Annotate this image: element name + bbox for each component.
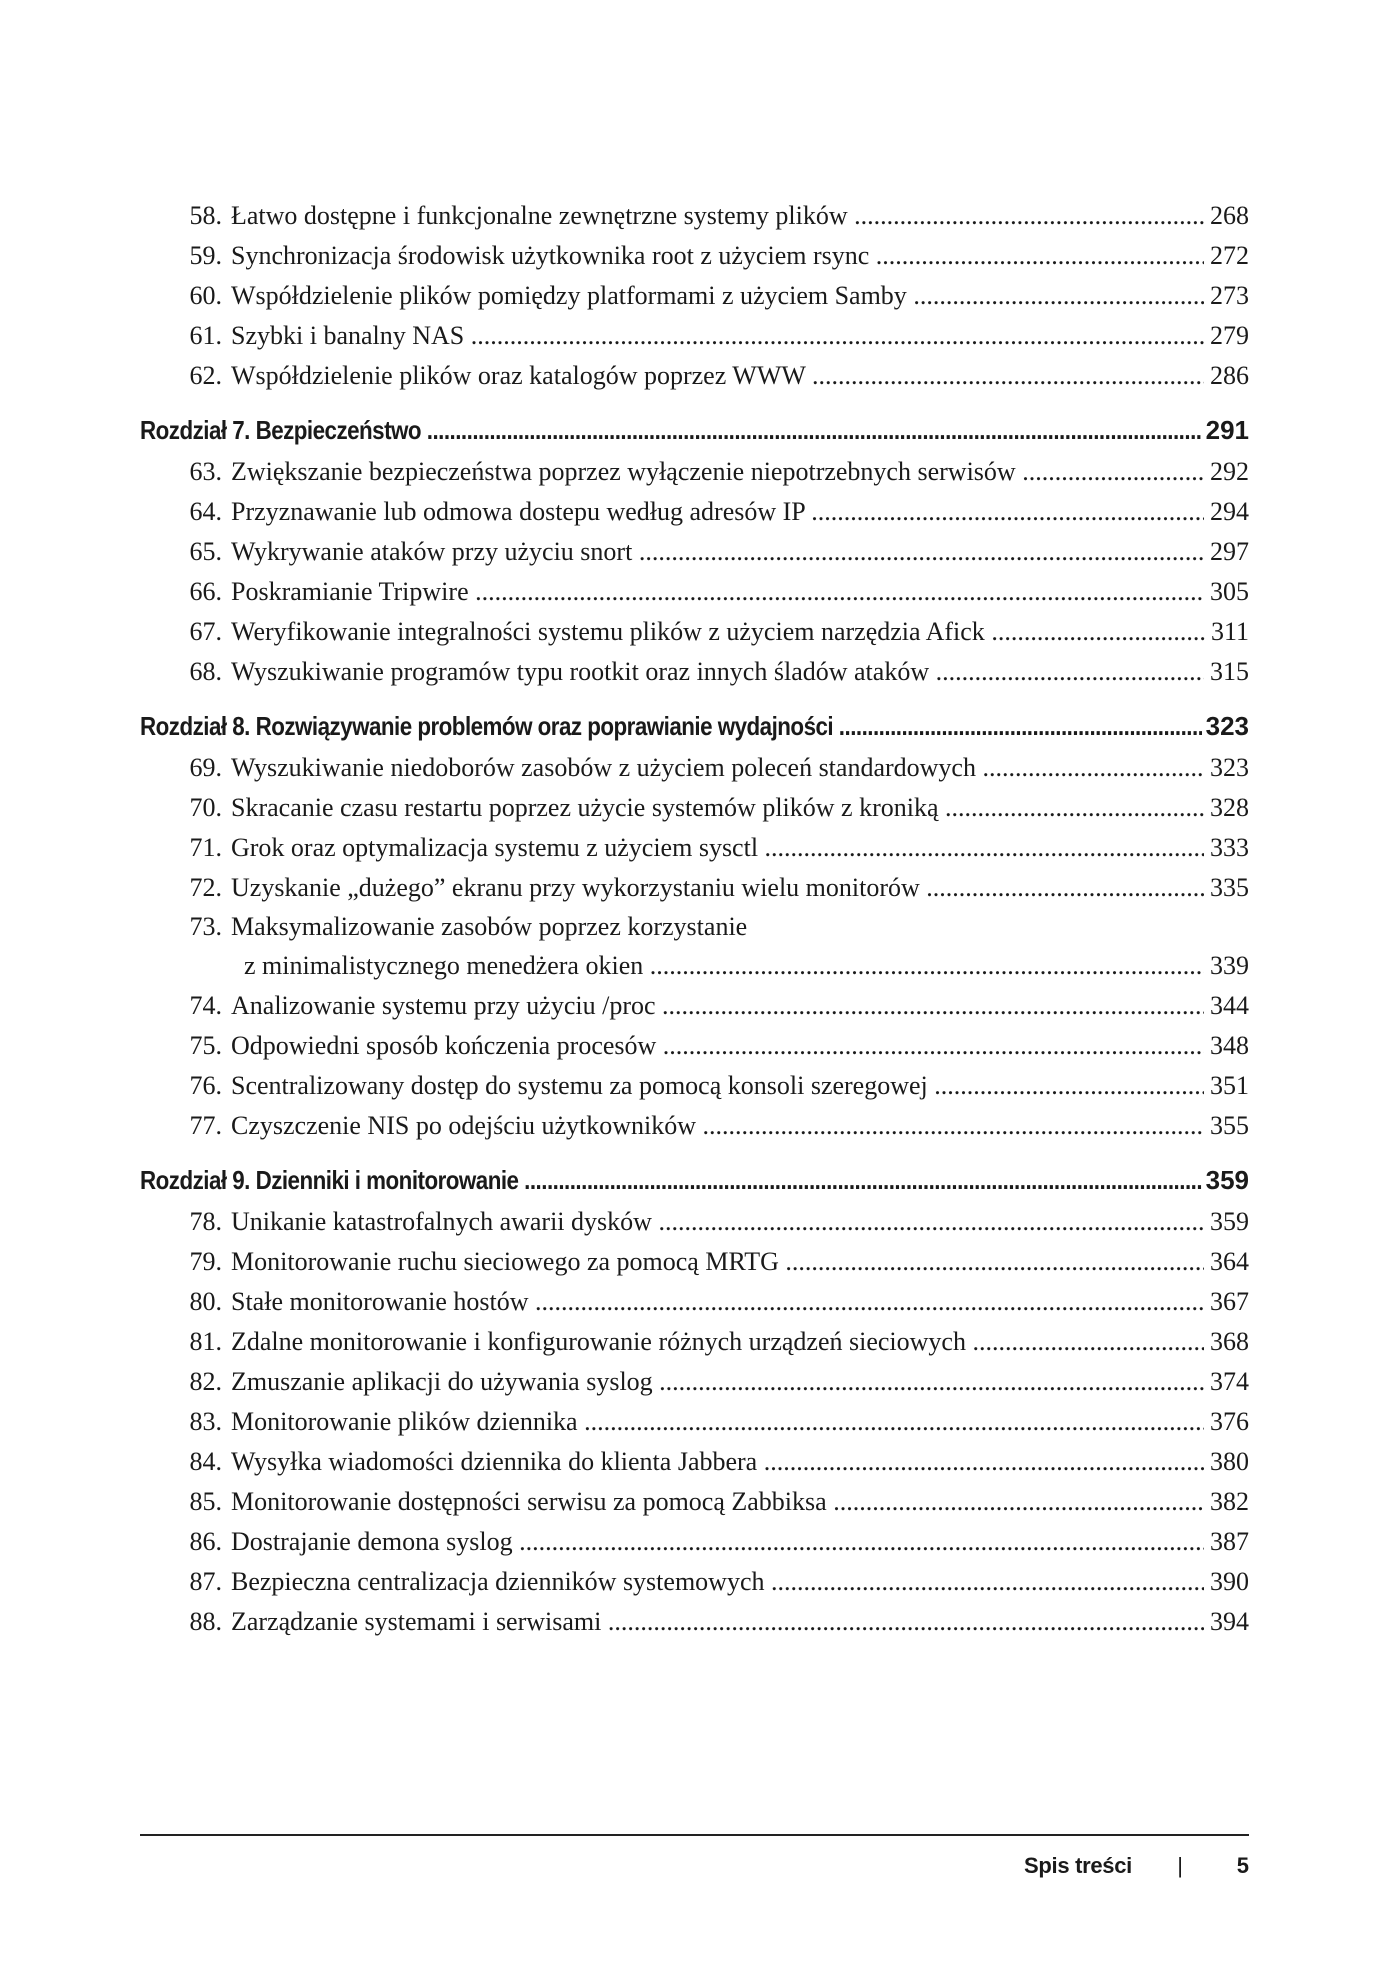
entry-number: 72.: [189, 873, 222, 902]
entry-title: Grok oraz optymalizacja systemu z użyciem sysctl .....: [231, 828, 1249, 868]
entry-page-number: 272: [1204, 236, 1249, 276]
entry-number: 78.: [189, 1207, 222, 1236]
entry-number: 73.: [189, 912, 222, 941]
toc-entry[interactable]: [140, 1066, 1249, 1106]
entry-page-number: 380: [1204, 1442, 1249, 1482]
entry-page-number: 374: [1204, 1362, 1249, 1402]
entry-page-number: 351: [1204, 1066, 1249, 1106]
entry-title: Monitorowanie dostępności serwisu za pomocą Zabbiksa .....: [231, 1482, 1249, 1522]
entry-page-number: 387: [1204, 1522, 1249, 1562]
toc-entry[interactable]: [140, 1602, 1249, 1642]
entry-page-number: 344: [1204, 986, 1249, 1026]
entry-page-number: 286: [1204, 356, 1249, 396]
entry-page-number: 367: [1204, 1282, 1249, 1322]
entry-title: Wyszukiwanie niedoborów zasobów z użyciem poleceń standardowych .....: [231, 748, 1249, 788]
entry-number: 83.: [189, 1407, 222, 1436]
entry-number: 88.: [189, 1607, 222, 1636]
entry-page-number: 305: [1204, 572, 1249, 612]
entry-page-number: 394: [1204, 1602, 1249, 1642]
entry-number: 81.: [189, 1327, 222, 1356]
entry-number: 86.: [189, 1527, 222, 1556]
entry-page-number: 339: [1204, 946, 1249, 986]
toc-entry[interactable]: [140, 1242, 1249, 1282]
toc-entry[interactable]: [140, 1402, 1249, 1442]
entry-title: Wyszukiwanie programów typu rootkit oraz innych śladów ataków .....: [231, 652, 1249, 692]
toc-entry[interactable]: [140, 986, 1249, 1026]
entry-title: Stałe monitorowanie hostów .....: [231, 1282, 1249, 1322]
toc-entry[interactable]: [140, 1026, 1249, 1066]
entry-title: Uzyskanie „dużego” ekranu przy wykorzystaniu wielu monitorów .....: [231, 868, 1249, 908]
toc-entry[interactable]: [140, 1482, 1249, 1522]
entry-page-number: 268: [1204, 196, 1249, 236]
toc-entry[interactable]: [140, 532, 1249, 572]
entry-number: 75.: [189, 1031, 222, 1060]
toc-entry[interactable]: [140, 748, 1249, 788]
entry-title: Weryfikowanie integralności systemu plików z użyciem narzędzia Afick .....: [231, 612, 1249, 652]
footer-section-label: Spis treści: [1024, 1853, 1132, 1878]
entry-page-number: 323: [1204, 748, 1249, 788]
entry-title: Monitorowanie ruchu sieciowego za pomocą MRTG .....: [231, 1242, 1249, 1282]
entry-title: Wykrywanie ataków przy użyciu snort .....: [231, 532, 1249, 572]
entry-number: 65.: [189, 537, 222, 566]
entry-title: Przyznawanie lub odmowa dostepu według adresów IP .....: [231, 492, 1249, 532]
toc-entry[interactable]: [140, 492, 1249, 532]
entry-page-number: 364: [1204, 1242, 1249, 1282]
entry-page-number: 376: [1204, 1402, 1249, 1442]
entry-number: 68.: [189, 657, 222, 686]
entry-number: 62.: [189, 361, 222, 390]
footer-separator: |: [1177, 1853, 1183, 1878]
toc-entry[interactable]: [140, 452, 1249, 492]
entry-title-continuation: z minimalistycznego menedżera okien .....: [244, 946, 1249, 986]
toc-entry[interactable]: [140, 652, 1249, 692]
entry-title: Poskramianie Tripwire .....: [231, 572, 1249, 612]
chapter-page-number: 359: [1202, 1158, 1249, 1202]
entry-title: Szybki i banalny NAS .....: [231, 316, 1249, 356]
entry-page-number: 382: [1204, 1482, 1249, 1522]
entry-page-number: 294: [1204, 492, 1249, 532]
entry-title: Odpowiedni sposób kończenia procesów .....: [231, 1026, 1249, 1066]
entry-title: Synchronizacja środowisk użytkownika root z użyciem rsync .....: [231, 236, 1249, 276]
entry-title: Bezpieczna centralizacja dzienników systemowych .....: [231, 1562, 1249, 1602]
toc-entry[interactable]: [140, 1202, 1249, 1242]
entry-number: 79.: [189, 1247, 222, 1276]
toc-entry[interactable]: [140, 1282, 1249, 1322]
entry-title: Współdzielenie plików oraz katalogów poprzez WWW .....: [231, 356, 1249, 396]
entry-number: 80.: [189, 1287, 222, 1316]
entry-title: Zmuszanie aplikacji do używania syslog .....: [231, 1362, 1249, 1402]
entry-title: Wysyłka wiadomości dziennika do klienta Jabbera .....: [231, 1442, 1249, 1482]
toc-entry[interactable]: [140, 356, 1249, 396]
entry-title: Scentralizowany dostęp do systemu za pomocą konsoli szeregowej .....: [231, 1066, 1249, 1106]
entry-page-number: 355: [1204, 1106, 1249, 1146]
chapter-title: Rozdział 8. Rozwiązywanie problemów oraz poprawianie wydajności .....: [140, 704, 1249, 748]
entry-number: 70.: [189, 793, 222, 822]
entry-number: 84.: [189, 1447, 222, 1476]
entry-number: 74.: [189, 991, 222, 1020]
entry-number: 71.: [189, 833, 222, 862]
toc-chapter[interactable]: [140, 1158, 1249, 1202]
toc-entry[interactable]: [140, 276, 1249, 316]
toc-entry-continuation[interactable]: [140, 946, 1249, 986]
entry-title: Zarządzanie systemami i serwisami .....: [231, 1602, 1249, 1642]
entry-number: 87.: [189, 1567, 222, 1596]
entry-title: Zdalne monitorowanie i konfigurowanie różnych urządzeń sieciowych .....: [231, 1322, 1249, 1362]
chapter-title: Rozdział 7. Bezpieczeństwo .....: [140, 408, 1249, 452]
entry-page-number: 292: [1204, 452, 1249, 492]
entry-page-number: 297: [1204, 532, 1249, 572]
toc-chapter[interactable]: [140, 704, 1249, 748]
table-of-contents: [140, 196, 1249, 1642]
toc-entry[interactable]: [140, 1106, 1249, 1146]
entry-page-number: 390: [1204, 1562, 1249, 1602]
entry-page-number: 348: [1204, 1026, 1249, 1066]
chapter-page-number: 291: [1202, 408, 1249, 452]
entry-title: Dostrajanie demona syslog .....: [231, 1522, 1249, 1562]
entry-title: Skracanie czasu restartu poprzez użycie systemów plików z kroniką .....: [231, 788, 1249, 828]
entry-number: 60.: [189, 281, 222, 310]
toc-chapter[interactable]: [140, 408, 1249, 452]
toc-entry[interactable]: [140, 1362, 1249, 1402]
page-footer: [140, 1848, 1249, 1884]
entry-title: Unikanie katastrofalnych awarii dysków .....: [231, 1202, 1249, 1242]
footer-rule: [140, 1834, 1249, 1836]
entry-page-number: 368: [1204, 1322, 1249, 1362]
entry-title: Analizowanie systemu przy użyciu /proc .....: [231, 986, 1249, 1026]
toc-entry[interactable]: [140, 196, 1249, 236]
entry-page-number: 315: [1204, 652, 1249, 692]
toc-entry[interactable]: [140, 1562, 1249, 1602]
entry-page-number: 328: [1204, 788, 1249, 828]
entry-number: 61.: [189, 321, 222, 350]
entry-number: 85.: [189, 1487, 222, 1516]
toc-entry[interactable]: [140, 316, 1249, 356]
toc-entry[interactable]: [140, 1322, 1249, 1362]
toc-entry[interactable]: [140, 1442, 1249, 1482]
entry-title: Współdzielenie plików pomiędzy platformami z użyciem Samby .....: [231, 276, 1249, 316]
entry-number: 77.: [189, 1111, 222, 1140]
toc-entry[interactable]: [140, 612, 1249, 652]
entry-page-number: 273: [1204, 276, 1249, 316]
chapter-page-number: 323: [1202, 704, 1249, 748]
toc-entry[interactable]: [140, 572, 1249, 612]
entry-number: 66.: [189, 577, 222, 606]
entry-number: 82.: [189, 1367, 222, 1396]
entry-title: Monitorowanie plików dziennika .....: [231, 1402, 1249, 1442]
entry-page-number: 359: [1204, 1202, 1249, 1242]
toc-entry[interactable]: [140, 1522, 1249, 1562]
entry-number: 64.: [189, 497, 222, 526]
entry-number: 63.: [189, 457, 222, 486]
entry-number: 59.: [189, 241, 222, 270]
toc-entry[interactable]: [140, 828, 1249, 868]
toc-entry[interactable]: [140, 868, 1249, 908]
entry-number: 58.: [189, 201, 222, 230]
entry-title: Łatwo dostępne i funkcjonalne zewnętrzne systemy plików .....: [231, 196, 1249, 236]
toc-entry[interactable]: [140, 908, 1249, 946]
entry-page-number: 311: [1205, 612, 1249, 652]
entry-page-number: 279: [1204, 316, 1249, 356]
entry-page-number: 333: [1204, 828, 1249, 868]
entry-number: 67.: [189, 617, 222, 646]
toc-entry[interactable]: [140, 236, 1249, 276]
toc-entry[interactable]: [140, 788, 1249, 828]
chapter-title: Rozdział 9. Dzienniki i monitorowanie .....: [140, 1158, 1249, 1202]
entry-title: Maksymalizowanie zasobów poprzez korzystanie: [231, 912, 748, 941]
footer-page-number: 5: [1236, 1853, 1249, 1878]
entry-title: Zwiększanie bezpieczeństwa poprzez wyłączenie niepotrzebnych serwisów .....: [231, 452, 1249, 492]
entry-number: 76.: [189, 1071, 222, 1100]
entry-title: Czyszczenie NIS po odejściu użytkowników .....: [231, 1106, 1249, 1146]
entry-number: 69.: [189, 753, 222, 782]
entry-page-number: 335: [1204, 868, 1249, 908]
